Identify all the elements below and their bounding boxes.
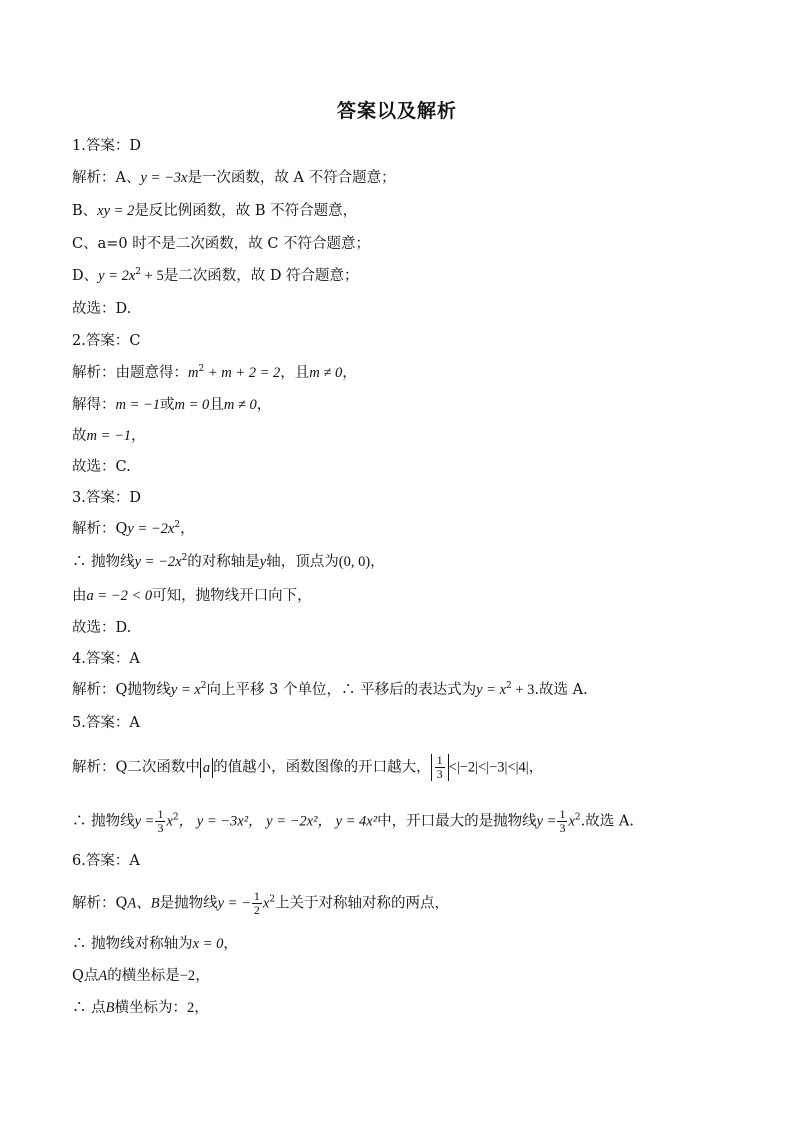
fraction xyxy=(252,890,262,917)
text: 解析：Q抛物线 xyxy=(72,682,171,698)
math-expression: x xyxy=(262,895,270,912)
text: 轴，顶点为 xyxy=(266,554,339,570)
math-expression: + 5 xyxy=(141,268,164,284)
denominator: 3 xyxy=(436,767,443,781)
text: 解析：Q xyxy=(72,895,128,912)
math-expression: (0, 0) xyxy=(338,554,371,570)
math-expression: m ≠ 0 xyxy=(223,397,257,413)
q1-line-5: 故选：D. xyxy=(72,301,132,317)
text: 解得： xyxy=(72,397,116,413)
superscript: 2 xyxy=(506,681,512,691)
q1-line-2 xyxy=(72,201,357,221)
q2-line-3 xyxy=(72,426,146,446)
text: ， xyxy=(256,397,272,413)
denominator: 3 xyxy=(157,821,164,835)
text: 由 xyxy=(72,588,87,604)
text: 是一次函数，故 A 不符合题意； xyxy=(187,170,396,186)
math-expression: y = x xyxy=(476,682,506,698)
text: D、 xyxy=(72,268,99,284)
text: .故选 A. xyxy=(580,813,634,830)
math-expression: y xyxy=(259,554,267,570)
superscript: 2 xyxy=(200,681,207,691)
page-title: 答案以及解析 xyxy=(336,100,457,122)
text: ，且 xyxy=(280,365,310,381)
q3-line-1 xyxy=(72,519,195,539)
q3-line-4: 故选：D. xyxy=(72,620,132,636)
text: 解析：由题意得： xyxy=(72,365,188,381)
text: 是二次函数，故 D 符合题意； xyxy=(163,268,359,284)
text: 是抛物线 xyxy=(159,895,218,912)
text: 可知，抛物线开口向下， xyxy=(152,588,312,604)
math-expression: y = xyxy=(536,813,557,830)
q5-line-1 xyxy=(72,754,543,781)
text: ， xyxy=(194,1000,209,1016)
math-expression: y = xyxy=(134,813,155,830)
text: ∴ 抛物线对称轴为 xyxy=(72,936,193,952)
text: 向上平移 3 个单位，∴ 平移后的表达式为 xyxy=(206,682,477,698)
numerator: 1 xyxy=(559,807,566,821)
superscript: 2 xyxy=(174,520,181,530)
q2-answer: 2.答案：C xyxy=(72,333,141,349)
q6-line-2 xyxy=(72,934,238,954)
text: ， xyxy=(223,936,238,952)
q4-line-1 xyxy=(72,680,588,700)
math-expression: m = −1 xyxy=(115,397,161,413)
text: B、 xyxy=(72,203,98,219)
q5-line-2 xyxy=(72,808,634,835)
text: 解析：Q xyxy=(72,521,128,537)
math-expression: y = x xyxy=(170,682,201,698)
q1-answer: 1.答案：D xyxy=(72,138,141,154)
superscript: 2 xyxy=(198,364,205,374)
math-expression: y = 2x xyxy=(98,268,136,284)
text: ∴ 抛物线 xyxy=(72,813,135,830)
text: 是反比例函数，故 B 不符合题意， xyxy=(134,203,358,219)
math-expression: A、B xyxy=(127,895,160,912)
text: 的值越小，函数图像的开口越大， xyxy=(213,759,431,776)
math-expression: ， y = −3x²， y = −2x²， y = 4x² xyxy=(178,813,378,830)
math-expression: a = −2 < 0 xyxy=(86,588,153,604)
math-expression: A xyxy=(98,968,108,984)
superscript: 2 xyxy=(574,812,581,823)
text: 或 xyxy=(160,397,175,413)
math-expression: m xyxy=(188,365,199,381)
text: ， xyxy=(195,968,210,984)
math-expression: + m + 2 = 2 xyxy=(204,365,281,381)
text: ∴ 抛物线 xyxy=(72,554,135,570)
text: 横坐标为： xyxy=(114,1000,187,1016)
math-expression: y = −2x xyxy=(134,554,182,570)
math-expression: m ≠ 0 xyxy=(309,365,343,381)
q6-line-1 xyxy=(72,890,449,917)
q4-answer: 4.答案：A xyxy=(72,651,140,667)
denominator: 2 xyxy=(253,903,260,917)
math-expression: m = −1 xyxy=(86,428,132,444)
math-expression: x xyxy=(166,813,173,830)
fraction xyxy=(155,808,165,835)
text: ， xyxy=(180,521,195,537)
q2-line-1 xyxy=(72,363,357,383)
q2-line-4: 故选：C. xyxy=(72,459,131,475)
text: 解析：A、 xyxy=(72,170,141,186)
text: 解析：Q二次函数中 xyxy=(72,759,200,776)
math-expression: y = − xyxy=(217,895,251,912)
q2-line-2 xyxy=(72,395,271,415)
text: ， xyxy=(370,554,385,570)
superscript: 2 xyxy=(135,267,142,277)
text: 中，开口最大的是抛物线 xyxy=(377,813,537,830)
q3-line-2 xyxy=(72,552,385,572)
numerator: 1 xyxy=(253,889,260,903)
numerator: 1 xyxy=(436,753,443,767)
q6-answer: 6.答案：A xyxy=(72,853,140,869)
math-expression: a xyxy=(200,758,213,778)
abs-fraction xyxy=(431,754,449,781)
math-expression: x = 0 xyxy=(192,936,224,952)
text: 的对称轴是 xyxy=(187,554,260,570)
text: 故 xyxy=(72,428,87,444)
math-expression: xy = 2 xyxy=(97,203,135,219)
q1-line-3: C、a=0 时不是二次函数，故 C 不符合题意； xyxy=(72,236,371,252)
fraction xyxy=(557,808,567,835)
text: Q点 xyxy=(72,968,99,984)
superscript: 2 xyxy=(269,894,276,905)
math-expression: −2 xyxy=(179,968,196,984)
q5-answer: 5.答案：A xyxy=(72,715,140,731)
math-expression: x xyxy=(568,813,575,830)
fraction xyxy=(435,754,445,781)
superscript: 2 xyxy=(181,553,188,563)
math-expression: + 3 xyxy=(511,682,535,698)
numerator: 1 xyxy=(157,807,164,821)
math-expression: y = −2x xyxy=(127,521,175,537)
math-expression: B xyxy=(105,1000,115,1016)
q6-line-4 xyxy=(72,998,209,1018)
denominator: 3 xyxy=(559,821,566,835)
q3-answer: 3.答案：D xyxy=(72,490,141,506)
text: ∴ 点 xyxy=(72,1000,106,1016)
math-expression: <|−2|<|−3|<|4|， xyxy=(448,759,544,776)
math-expression: y = −3x xyxy=(140,170,188,186)
text: .故选 A. xyxy=(534,682,588,698)
q3-line-3 xyxy=(72,586,312,606)
text: 的横坐标是 xyxy=(107,968,180,984)
text: 且 xyxy=(209,397,224,413)
math-expression: m = 0 xyxy=(174,397,210,413)
q1-line-1 xyxy=(72,168,396,188)
text: 上关于对称轴对称的两点， xyxy=(275,895,450,912)
q1-line-4 xyxy=(72,266,359,286)
q6-line-3 xyxy=(72,966,210,986)
superscript: 2 xyxy=(172,812,179,823)
text: ， xyxy=(342,365,357,381)
math-expression: 2 xyxy=(186,1000,195,1016)
text: ， xyxy=(131,428,146,444)
